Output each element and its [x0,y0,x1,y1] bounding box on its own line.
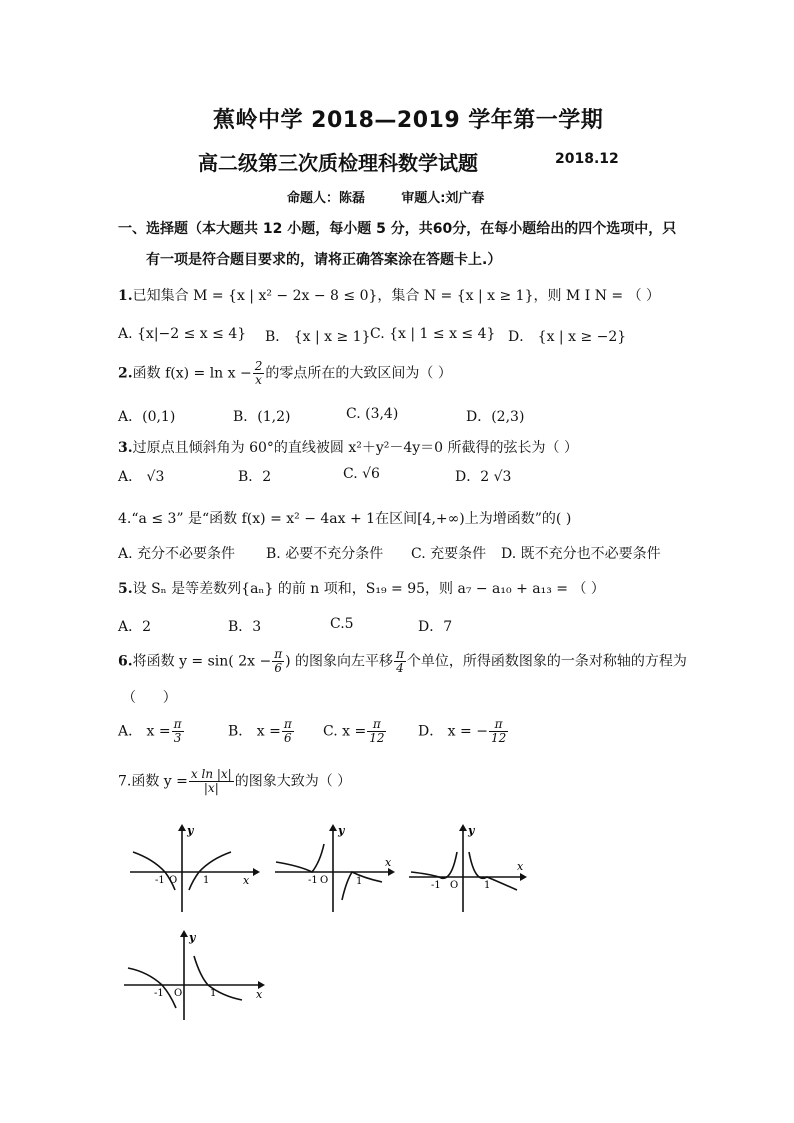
curve-left [411,852,457,878]
fraction [394,648,406,675]
fraction-denominator: 12 [490,731,507,745]
question-number: 6. [118,653,133,670]
question-number: 1. [118,288,133,304]
fraction-denominator: 6 [283,731,292,745]
option-a [118,718,185,745]
option-c: C. {x | 1 ≤ x ≤ 4} [370,326,496,342]
fraction-numerator: π [396,647,404,661]
fraction-denominator: x [255,373,262,387]
y-label: y [187,824,194,837]
fraction-numerator: 2 [254,359,263,373]
origin-label: O [174,988,183,999]
fraction [253,360,265,387]
option-d: D．2 √3 [455,469,512,485]
fraction-numerator: π [173,717,182,731]
question-number: 5. [118,581,133,597]
question-stem-part: 个单位，所得函数图象的一条对称轴的方程为 [406,653,687,670]
question-stem: 已知集合 M = {x | x² − 2x − 8 ≤ 0}，集合 N = {x | x ≥ 1}，则 M I N = （ ） [132,288,661,304]
one-label: 1 [356,876,363,887]
option-d [418,718,509,745]
option-a: A．(0,1) [118,409,176,425]
section-heading-line2: 有一项是符合题目要求的，请将正确答案涂在答题卡上.） [146,252,502,268]
option-a: A．2 [118,619,152,635]
option-b: B．(1,2) [233,409,291,425]
question-6-paren: （ ） [122,690,177,706]
fraction-numerator: x ln |x| [190,767,232,781]
question-7 [118,768,351,795]
question-stem: “a ≤ 3” 是“函数 f(x) = x² − 4ax + 1在区间[4,+∞)上为增函数”的( ) [131,511,572,527]
fraction-numerator: π [283,717,292,731]
neg-one-label: -1 [308,875,318,886]
question-stem-part: ) 的图象向左平移 [285,653,394,670]
origin-label: O [169,875,178,886]
question-number: 4. [118,511,132,527]
school-title: 蕉岭中学 2018—2019 学年第一学期 [213,108,604,133]
question-stem-part: 的图象大致为（ ） [234,773,352,790]
fraction-numerator: π [367,718,386,732]
fraction-denominator: |x| [203,781,219,795]
option-a: A. {x|−2 ≤ x ≤ 4} [118,326,247,342]
option-c: C.5 [330,616,354,632]
option-b: B． {x | x ≥ 1} [265,329,371,345]
x-label: x [517,860,524,873]
fraction-numerator: π [274,647,283,661]
fraction [172,718,184,745]
option-c [323,718,387,745]
curve-right [194,956,242,1000]
option-d: D．(2,3) [466,409,525,425]
curve-right [469,852,517,890]
y-label: y [338,824,345,837]
question-number: 3. [118,440,133,456]
option-prefix: A． x = [118,723,171,740]
option-prefix: D． x = − [418,723,488,740]
option-c: C. √6 [343,466,380,482]
option-c: C. (3,4) [346,406,399,422]
fraction [189,768,234,795]
fraction-denominator: 3 [173,731,182,745]
x-axis-arrow [520,873,527,881]
question-stem: 设 Sₙ 是等差数列{aₙ} 的前 n 项和，S₁₉ = 95，则 a₇ − a₁₀ + a₁₃ = （ ） [132,581,605,597]
one-label: 1 [484,880,491,891]
exam-date: 2018.12 [555,151,619,167]
neg-one-label: -1 [155,875,165,886]
section-heading-line1: 一、选择题（本大题共 12 小题，每小题 5 分，共60分，在每小题给出的四个选项中，只 [118,221,677,237]
option-b: B．3 [228,619,262,635]
question-6 [118,648,687,675]
y-axis-arrow [178,824,186,831]
curve-left [276,844,324,872]
question-stem: 过原点且倾斜角为 60°的直线被圆 x²＋y²－4y＝0 所截得的弦长为（ ） [132,440,578,456]
authors-line: 命题人：陈磊 审题人:刘广春 [287,191,485,206]
graph-option-d [118,928,273,1023]
graph-option-a [125,822,265,917]
exam-title: 高二级第三次质检理科数学试题 [198,151,478,175]
question-3 [118,437,578,457]
option-prefix: C. x = [323,723,367,740]
curve-right [189,852,231,890]
fraction-denominator: 6 [274,661,282,675]
question-number: 2. [118,365,133,382]
question-1 [118,285,660,305]
question-stem-part: 函数 f(x) = ln x − [132,365,252,382]
question-5 [118,578,605,598]
option-a: A． √3 [118,469,165,485]
question-4 [118,508,571,528]
option-a: A. 充分不必要条件 [118,546,236,562]
question-number: 7. [118,773,132,790]
y-axis-arrow [180,930,188,937]
one-label: 1 [210,988,217,999]
x-label: x [243,874,250,887]
one-label: 1 [203,875,210,886]
fraction [282,718,294,745]
x-label: x [385,856,392,869]
option-b: B. 必要不充分条件 [266,546,384,562]
question-2 [118,360,452,387]
fraction-numerator: π [489,718,508,732]
option-d: D． {x | x ≥ −2} [508,329,627,345]
y-label: y [468,824,475,837]
option-b [228,718,295,745]
x-axis-arrow [388,868,395,876]
graph-option-b [270,822,405,917]
neg-one-label: -1 [431,880,441,891]
option-d: D. 既不充分也不必要条件 [501,546,661,562]
y-axis-arrow [459,824,467,831]
fraction [489,718,508,745]
option-d: D．7 [418,619,453,635]
origin-label: O [320,875,329,886]
option-c: C. 充要条件 [411,546,487,562]
fraction [367,718,386,745]
option-b: B．2 [238,469,272,485]
neg-one-label: -1 [154,988,164,999]
y-label: y [189,931,196,944]
option-prefix: B． x = [228,723,281,740]
question-stem-part: 将函数 y = sin( 2x − [132,653,272,670]
fraction-denominator: 4 [396,661,404,675]
y-axis-arrow [329,824,337,831]
fraction-denominator: 12 [369,731,385,745]
question-stem-part: 函数 y = [131,773,188,790]
x-axis-arrow [253,868,260,876]
fraction [272,648,284,675]
origin-label: O [450,880,459,891]
question-stem-part: 的零点所在的大致区间为（ ） [265,365,452,382]
x-label: x [256,988,263,1001]
curve-left [128,968,176,1008]
graph-option-c [405,822,535,917]
